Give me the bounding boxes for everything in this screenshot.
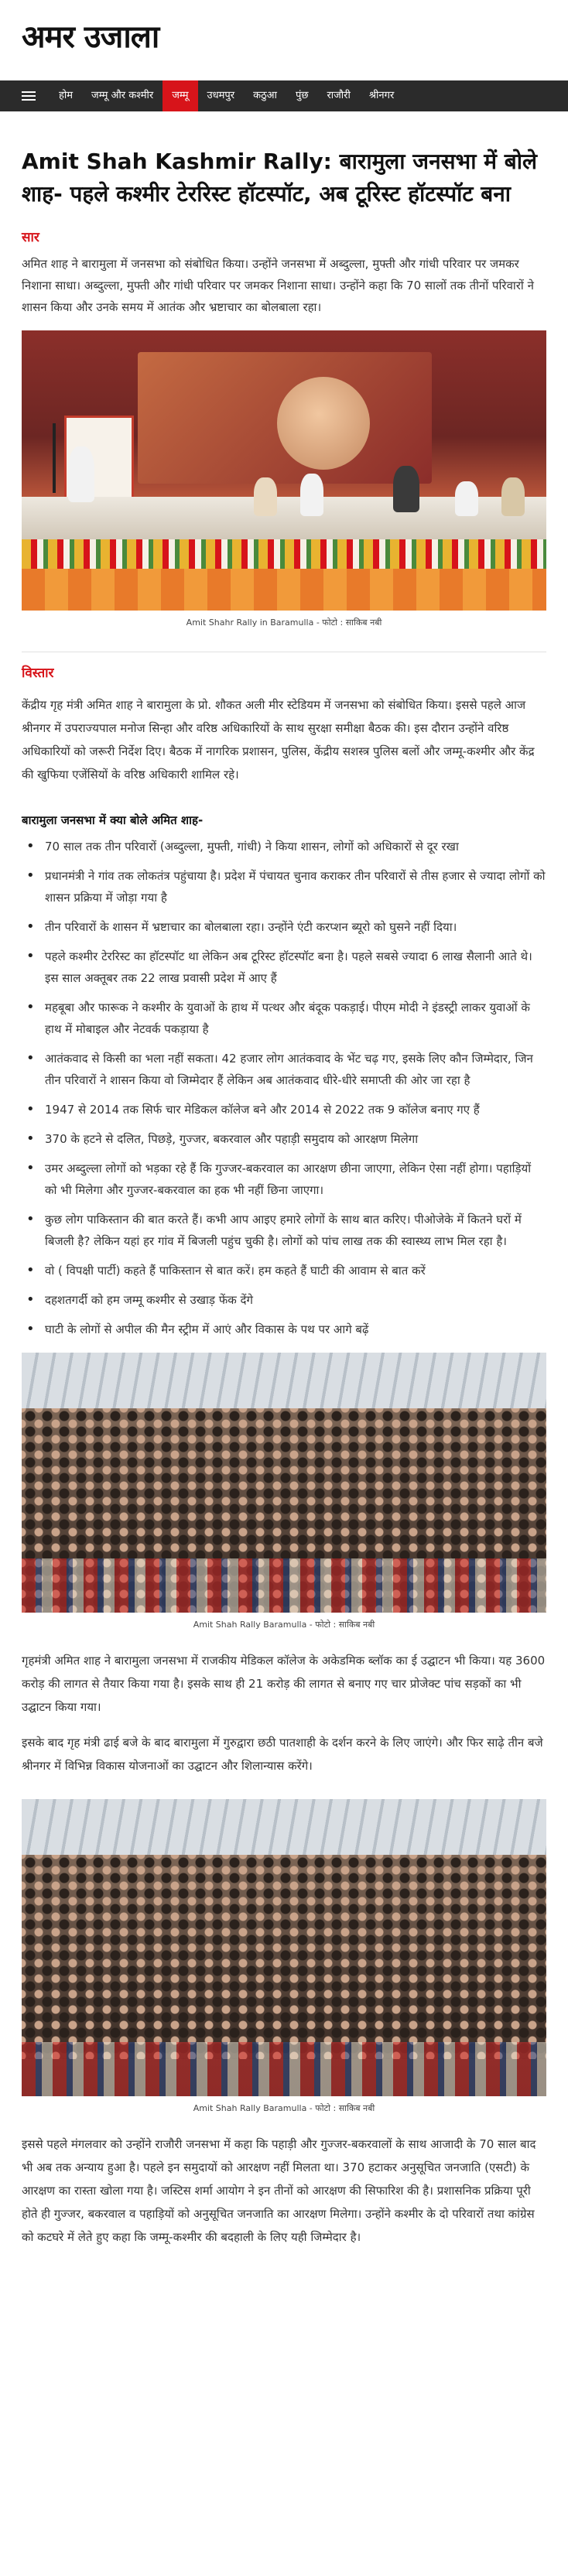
detail-label: विस्तार: [22, 665, 54, 681]
speech-point: • घाटी के लोगों से अपील की मैन स्ट्रीम में आएं और विकास के पथ पर आगे बढ़ें: [22, 1319, 546, 1340]
speech-point: • 70 साल तक तीन परिवारों (अब्दुल्ला, मुफ्ती, गांधी) ने किया शासन, लोगों को अधिकारों से दूर रखा: [22, 836, 546, 857]
article-image-1[interactable]: [22, 330, 546, 635]
speech-point: • आतंकवाद से किसी का भला नहीं सकता। 42 हजार लोग आतंकवाद के भेंट चढ़ गए, इसके लिए कौन जिम्मेदार, जिन तीन परिवारों ने शासन किया वो जिम्मेदार हैं लेकिन अब आतंकवाद धीरे-धीरे समाप्ती की ओर जा रहा है: [22, 1048, 546, 1091]
speech-point: • प्रधानमंत्री ने गांव तक लोकतंत्र पहुंचाया है। प्रदेश में पंचायत चुनाव कराकर तीन परिवारों से तीस हजार से ज्यादा लोगों को शासन प्रक्रिया में जोड़ा गया है: [22, 865, 546, 908]
image-caption: Amit Shah Rally Baramulla - फोटो : साकिब नबी: [193, 2103, 375, 2113]
detail-paragraph: केंद्रीय गृह मंत्री अमित शाह ने बारामुला के प्रो. शौकत अली मीर स्टेडियम में जनसभा को संबोधित किया। इससे पहले आज श्रीनगर में उपराज्यपाल मनोज सिन्हा और वरिष्ठ अधिकारियों के साथ सुरक्षा समीक्षा बैठक की। इस दौरान उन्होंने वरिष्ठ अधिकारियों को जरूरी निर्देश दिए। बैठक में नागरिक प्रशासन, पुलिस, केंद्रीय सशस्त्र पुलिस बलों और जम्मू-कश्मीर और केंद्र की खुफिया एजेंसियों के वरिष्ठ अधिकारी शामिल रहे।: [22, 698, 535, 782]
nav-item[interactable]: उधमपुर: [207, 90, 235, 101]
nav-item[interactable]: जम्मू और कश्मीर: [91, 90, 154, 101]
article: [0, 145, 568, 2292]
nav-item[interactable]: होम: [59, 90, 74, 101]
medical-college-paragraph: गृहमंत्री अमित शाह ने बारामुला जनसभा में राजकीय मेडिकल कॉलेज के अकेडमिक ब्लॉक का ई उद्घाटन भी किया। यह 3600 करोड़ की लागत से तैयार किया गया है। इसके साथ ही 21 करोड़ की लागत से बनाए गए चार प्रोजेक्ट पांच सड़कों का भी उद्घाटन किया गया।: [22, 1654, 546, 1714]
image-caption: Amit Shahr Rally in Baramulla - फोटो : साकिब नबी: [186, 617, 382, 628]
speech-point: • पहले कश्मीर टेररिस्ट का हॉटस्पॉट था लेकिन अब टूरिस्ट हॉटस्पॉट बना है। पहले सबसे ज्यादा 6 लाख सैलानी आते थे। इस साल अक्तूबर तक 22 लाख प्रवासी प्रदेश में आए हैं: [22, 946, 546, 989]
rajouri-paragraph: इससे पहले मंगलवार को उन्होंने राजौरी जनसभा में कहा कि पहाड़ी और गुज्जर-बकरवालों के साथ आजादी के 70 साल बाद भी अब तक अन्याय हुआ है। पहले इन समुदायों को आरक्षण नहीं मिलता था। 370 हटाकर अनुसूचित जनजाति (एसटी) के आरक्षण का रास्ता खोला गया है। जस्टिस शर्मा आयोग ने इन तीनों को आरक्षण की सिफारिश की है। प्रशासनिक प्रक्रिया पूरी होते ही गुज्जर, बकरवाल व पहाड़ियों को अनुसूचित जनजाति का आरक्षण मिलेगा। उन्होंने कश्मीर के दो परिवारों तथा कांग्रेस को कटघरे में लेते हुए कहा कि जम्मू-कश्मीर की बदहाली के लिए यही जिम्मेदार है।: [22, 2137, 536, 2244]
speech-point: • तीन परिवारों के शासन में भ्रष्टाचार का बोलबाला रहा। उन्होंने एंटी करप्शन ब्यूरो को घुसने नहीं दिया।: [22, 916, 546, 938]
summary-label: सार: [22, 230, 39, 245]
points-heading: बारामुला जनसभा में क्या बोले अमित शाह-: [22, 813, 204, 827]
image-caption: Amit Shah Rally Baramulla - फोटो : साकिब नबी: [193, 1620, 375, 1630]
article-image-3[interactable]: [22, 1799, 546, 2120]
crowd-photo: [22, 1353, 546, 1613]
article-summary: अमित शाह ने बारामुला में जनसभा को संबोधित किया। उन्होंने जनसभा में अब्दुल्ला, मुफ्ती और गांधी परिवार पर जमकर निशाना साधा। अब्दुल्ला, मुफ्ती और गांधी परिवार पर जमकर निशाना साधा। उन्होंने कहा कि 70 सालों तक तीनों परिवारों ने शासन किया और उनके समय में आतंक और भ्रष्टाचार का बोलबाला रहा।: [22, 257, 534, 314]
speech-point: • महबूबा और फारूक ने कश्मीर के युवाओं के हाथ में पत्थर और बंदूक पकड़ाई। पीएम मोदी ने इंडस्ट्री लाकर युवाओं के हाथ में मोबाइल और नेटवर्क पकड़ाया है: [22, 997, 546, 1040]
speech-point: • 370 के हटने से दलित, पिछड़े, गुज्जर, बकरवाल और पहाड़ी समुदाय को आरक्षण मिलेगा: [22, 1128, 546, 1150]
hamburger-menu-icon[interactable]: [22, 80, 36, 111]
schedule-paragraph: इसके बाद गृह मंत्री ढाई बजे के बाद बारामुला में गुरुद्वारा छठी पातशाही के दर्शन करने के लिए जाएंगे। और फिर साढ़े तीन बजे श्रीनगर में विभिन्न विकास योजनाओं का उद्घाटन और शिलान्यास करेंगे।: [22, 1736, 543, 1773]
speech-point: • वो ( विपक्षी पार्टी) कहते हैं पाकिस्तान से बात करें। हम कहते हैं घाटी की आवाम से बात करें: [22, 1260, 546, 1281]
site-header: [0, 0, 568, 80]
article-title: Amit Shah Kashmir Rally: बारामुला जनसभा में बोले शाह- पहले कश्मीर टेररिस्ट हॉटस्पॉट, अब टूरिस्ट हॉटस्पॉट बना: [22, 149, 537, 207]
crowd-photo: [22, 1799, 546, 2096]
nav-item[interactable]: कठुआ: [253, 90, 277, 101]
rally-stage-photo: [22, 330, 546, 611]
nav-item[interactable]: जम्मू: [163, 80, 197, 111]
speech-point: • दहशतगर्दी को हम जम्मू कश्मीर से उखाड़ फेंक देंगे: [22, 1289, 546, 1311]
speech-point: • कुछ लोग पाकिस्तान की बात करते हैं। कभी आप आइए हमारे लोगों के साथ बात करिए। पीओजेके में कितने घरों में बिजली है? लेकिन यहां हर गांव में बिजली पहुंच चुकी है। लोगों को पांच लाख तक की स्वास्थ्य लाभ मिल रहा है।: [22, 1209, 546, 1252]
speech-points-list: [22, 836, 546, 1340]
article-image-2[interactable]: [22, 1353, 546, 1637]
nav-item[interactable]: श्रीनगर: [368, 90, 395, 101]
nav-item[interactable]: राजौरी: [327, 90, 351, 101]
site-logo[interactable]: अमर उजाला: [22, 19, 159, 55]
category-nav: [0, 80, 568, 111]
nav-item[interactable]: पुंछ: [295, 90, 309, 101]
speech-point: • उमर अब्दुल्ला लोगों को भड़का रहे हैं कि गुज्जर-बकरवाल का आरक्षण छीना जाएगा, लेकिन ऐसा नहीं होगा। पहाड़ियों को भी मिलेगा और गुज्जर-बकरवाल का हक भी नहीं छिना जाएगा।: [22, 1158, 546, 1201]
speech-point: • 1947 से 2014 तक सिर्फ चार मेडिकल कॉलेज बने और 2014 से 2022 तक 9 कॉलेज बनाए गए हैं: [22, 1099, 546, 1120]
